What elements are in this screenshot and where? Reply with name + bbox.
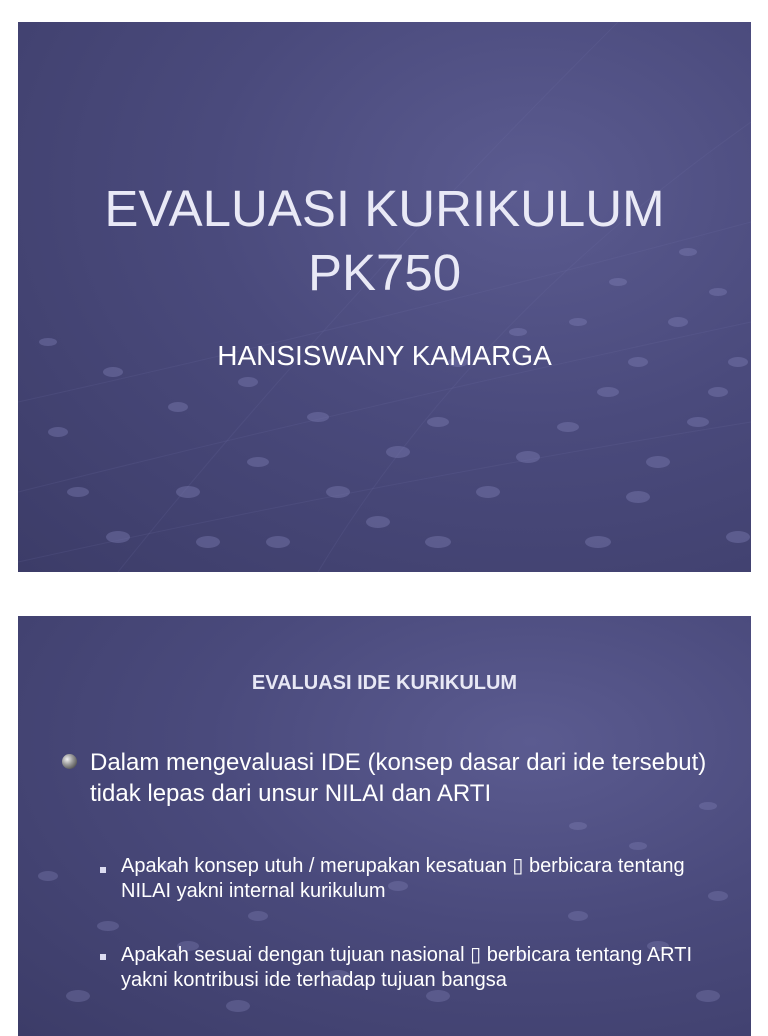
slide-title-line-1: EVALUASI KURIKULUM [104,180,665,237]
square-bullet-icon [100,867,106,873]
sphere-bullet-icon [62,754,77,769]
slide-subtitle: HANSISWANY KAMARGA [217,340,552,371]
slide-title [18,177,751,305]
title-slide [18,22,751,572]
sub-bullet-2: Apakah sesuai dengan tujuan nasional ▯ berbicara tentang ARTI yakni kontribusi ide terhadap tujuan bangsa [121,944,693,991]
slide-title: EVALUASI IDE KURIKULUM [251,672,518,694]
slide-title-line-2: PK750 [307,244,462,301]
sub-bullet-1: Apakah konsep utuh / merupakan kesatuan ▯ berbicara tentang NILAI yakni internal kurikulum [121,855,685,902]
main-bullet-text: Dalam mengevaluasi IDE (konsep dasar dari ide tersebut) tidak lepas dari unsur NILAI dan ARTI [90,749,707,807]
square-bullet-icon [100,954,106,960]
content-slide [18,616,751,1036]
